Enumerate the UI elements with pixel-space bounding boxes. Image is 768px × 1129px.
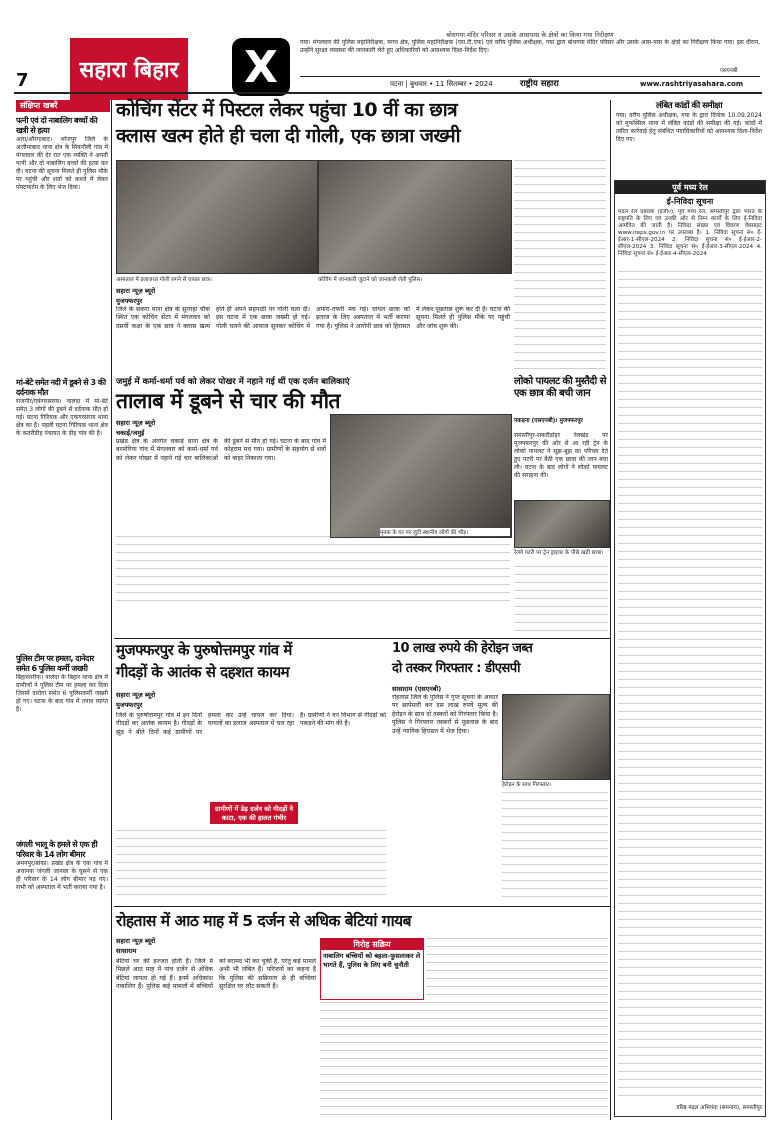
rohtas-body: बेटियां घर की इज्जत होती हैं। जिले में पिछले आठ माह में पांच दर्जन से अधिक बेटियां लापता हो गई हैं। इनमें अधिकांश नाबालिग हैं। पुलिस कई मामलों में बच्चियों को बरामद भी कर चुकी है, परंतु कई मामले अभी भी लंबित हैं। परिजनों का कहना है कि पुलिस की सक्रियता से ही बच्चियां सुरक्षित घर लौट सकती हैं। <box>116 958 316 991</box>
brief-item <box>16 654 108 834</box>
lokpayal-headline: लोको पायलट की मुस्तैदी से एक छात्र की बची जान <box>514 376 606 399</box>
lokpayal-dateline: पकड़ना (एसएनबी)। मुजफ्फरपुर <box>514 418 583 424</box>
top-news-body: गया। मंगलवार की पुलिस महानिरीक्षक, मगध क्षेत्र, पुलिस महानिरीक्षक (एस.टी.एफ) एवं वरीय पुलिस अधीक्षक, गया द्वारा बोधगया मंदिर परिसर और उसके आस-पास के क्षेत्रों का निरीक्षण किया गया। इस दौरान, उन्होंने सुरक्षा व्यवस्था की जानकारी लेते हुए अधिकारियों को आवश्यक दिशा-निर्देश दिए। <box>300 39 760 54</box>
lokpayal-body: समस्तीपुर-सकरीडोहर रेलखंड पर मुजफ्फरपुर की ओर से आ रही ट्रेन के लोको पायलट ने सूझ-बूझ का परिचय देते हुए पटरी पर बैठी एक छात्रा की जान बचा ली। घटना के बाद लोगों ने लोको पायलट की सराहना की। <box>514 432 608 479</box>
brief-item <box>16 116 108 372</box>
lead-dateline: मुजफ्फरपुर <box>116 297 143 305</box>
brief-item <box>16 840 108 1010</box>
rohtas-headline: रोहतास में आठ माह में 5 दर्जन से अधिक बेटियां गायब <box>116 912 411 930</box>
rohtas-box <box>320 938 424 1000</box>
lead-photo-left <box>116 160 318 274</box>
right-column-divider <box>610 100 611 1120</box>
heroin-photo-caption: हेरोइन के साथ गिरफ्तार। <box>502 780 608 788</box>
brief-item-body: बिहारशरीफ। नालंदा के बिहार थाना क्षेत्र में ग्रामीणों ने पुलिस टीम पर हमला कर दिया जिसमें दारोगा समेत 6 पुलिसकर्मी जख्मी हो गए। घटना के बाद गांव में तनाव व्याप्त है। <box>16 674 108 713</box>
tender-listing <box>618 271 762 1101</box>
tender-body: मंडल रेल प्रबंधक (इंजी०), पूर्व मध्य रेल, समस्तीपुर द्वारा भारत के राष्ट्रपति के लिए एवं उनकी ओर से निम्न कार्यों के लिए ई-निविदा आमंत्रित की जाती है। निविदा संख्या एवं विवरण वेबसाइट www.ireps.gov.in पर उपलब्ध है। 1. निविदा सूचना सं० ई-ईआर-1-सीएल-2024 2. निविदा सूचना सं० ई-ईआर-2-सीएल-2024 3. निविदा सूचना सं० ई-ईआर-3-सीएल-2024 4. निविदा सूचना सं० ई-ईआर-4-सीएल-2024 <box>618 209 762 257</box>
brief-item-body: अमनपुर/बांका। प्रखंड क्षेत्र के एक गांव में अचानक जंगली जानवर के घुसने से एक ही परिवार के 14 लोग बीमार पड़ गए। सभी को अस्पताल में भर्ती कराया गया है। <box>16 860 108 891</box>
report-tag: एसएनबी <box>720 68 738 74</box>
lokpayal-body-continued <box>514 566 608 634</box>
lokpayal-photo <box>514 500 610 548</box>
masthead-bottom-rule <box>14 92 762 94</box>
jamui-headline: तालाब में डूबने से चार की मौत <box>116 389 340 413</box>
lead-headline-1: कोचिंग सेंटर में पिस्टल लेकर पहुंचा 10 वीं का छात्र <box>116 99 458 121</box>
lead-body-continued <box>514 160 606 370</box>
samiksha-head: लंबित कांडों की समीक्षा <box>655 101 723 111</box>
lokpayal-photo-caption: रेलवे पटरी पर ट्रेन ड्राइवर के पीछे खड़ी छात्रा। <box>514 548 608 556</box>
brief-item-head: मां-बेटे समेत नदी में डूबने से 3 की दर्दनाक मौत <box>16 378 106 397</box>
muzaffarpur-body-continued <box>116 830 386 902</box>
rohtas-dateline: सासाराम <box>116 947 137 955</box>
paper-name: राष्ट्रीय सहारा <box>520 79 559 89</box>
heroin-body-continued <box>502 792 608 904</box>
brief-item-head: पुलिस टीम पर हमला, दानेदार समेत 6 पुलिस कर्मी जख्मी <box>16 654 94 673</box>
jamui-photo-caption: मृतक के घर पर जुटी स्थानीय लोगों की भीड़। <box>380 528 510 536</box>
muzaffarpur-headline-2: गीदड़ों के आतंक से दहशत कायम <box>116 663 290 681</box>
rohtas-byline: सहारा न्यूज़ ब्यूरो <box>116 937 156 945</box>
column-divider <box>111 100 112 1120</box>
jamui-byline: सहारा न्यूज़ ब्यूरो <box>116 419 156 427</box>
rohtas-box-head: गिरोह सक्रिय <box>321 939 423 950</box>
tender-footer: वरिष्ठ मंडल अभियंता (समन्वय), समस्तीपुर <box>676 1105 762 1111</box>
heroin-body: रोहतास जिले के पुलिस ने गुप्त सूचना के आधार पर छापेमारी कर दस लाख रुपये मूल्य की हेरोइन के साथ दो तस्करों को गिरफ्तार किया है। पुलिस ने गिरफ्तार तस्करों से पूछताछ के बाद उन्हें न्यायिक हिरासत में भेज दिया। <box>392 694 498 735</box>
rohtas-box-body: नाबालिग बच्चियों को बहला-फुसलाकर ले भागते हैं, पुलिस के लिए बनी चुनौती <box>323 952 421 969</box>
section-rule-rohtas <box>114 906 610 907</box>
heroin-photo <box>502 694 610 780</box>
heroin-headline-1: 10 लाख रुपये की हेरोइन जब्त <box>392 641 533 656</box>
brief-item-head: पत्नी एवं दो नाबालिग बच्चों की खत्री से हत्या <box>16 116 98 135</box>
top-news-headline: बोधगया मंदिर परिसर व उसके आसपास के क्षेत्रों का किया गया निरीक्षण <box>446 31 614 39</box>
muzaffarpur-pullquote: ग्रामीणों में डेढ़ दर्जन को गीदड़ों ने काटा, एक की हालत गंभीर <box>210 802 298 824</box>
masthead-rule <box>300 76 760 77</box>
x-logo: X <box>232 38 290 96</box>
rohtas-body-continued <box>320 1002 608 1118</box>
lead-photo-caption-left: अस्पताल में इलाजरत गोली लगने से घायल छात्र। <box>116 275 316 283</box>
dateline: पटना | बुधवार • 11 सितम्बर • 2024 <box>390 80 493 88</box>
brief-item-body: राजगीर/एकंगरसराय। नालंदा में मां-बेटे समेत 3 लोगों की डूबने से दर्दनाक मौत हो गई। घटना गिरियक और एकंगरसराय थाना क्षेत्र का है। पहली घटना गिरियक थाना क्षेत्र के कतरीडीह पंचायत के डीह गांव की है। <box>16 398 108 437</box>
muzaffarpur-headline-1: मुजफ्फरपुर के पुरुषोत्तमपुर गांव में <box>116 641 292 659</box>
lead-body: जिले के सकरा थाना क्षेत्र के सुरगहा चौक स्थित एक कोचिंग सेंटर में मंगलवार को दसवीं कक्षा के एक छात्र ने क्लास खत्म होते ही अपने सहपाठी पर गोली चला दी। इस घटना में एक छात्रा जख्मी हो गई। गोली चलने की आवाज सुनकर कोचिंग में अफरा-तफरी मच गई। घायल छात्रा को इलाज के लिए अस्पताल में भर्ती कराया गया है। पुलिस ने आरोपी छात्र को हिरासत में लेकर पूछताछ शुरू कर दी है। घटना की सूचना मिलते ही पुलिस मौके पर पहुंची और जांच शुरू की। <box>116 306 510 330</box>
jamui-kicker: जमुई में कर्मा-धर्मा पर्व को लेकर पोखर में नहाने गई थीं एक दर्जन बालिकाएं <box>116 377 350 387</box>
jamui-body: प्रखंड क्षेत्र के अंतर्गत चकाई थाना क्षेत्र के बरमोरिया गांव में मंगलवार को कर्मा-धर्मा पर्व को लेकर पोखर में नहाने गई चार बालिकाओं की डूबने से मौत हो गई। घटना के बाद गांव में कोहराम मच गया। ग्रामीणों के सहयोग से शवों को बाहर निकाला गया। <box>116 438 326 462</box>
lead-headline-2: क्लास खत्म होते ही चला दी गोली, एक छात्रा जख्मी <box>116 125 461 147</box>
lead-photo-caption-right: कोचिंग में जानकारी जुटाने को जानकारी लेती पुलिस। <box>318 275 510 283</box>
brief-item <box>16 378 108 648</box>
muzaffarpur-body: जिले के पुरुषोत्तमपुर गांव में इन दिनों गीदड़ों का आतंक कायम है। गीदड़ों के झुंड ने बीते दिनों कई ग्रामीणों पर हमला कर उन्हें घायल कर दिया। घायलों का इलाज अस्पताल में चल रहा है। ग्रामीणों ने वन विभाग से गीदड़ों को पकड़ने की मांग की है। <box>116 712 386 736</box>
muzaffarpur-byline: सहारा न्यूज़ ब्यूरो <box>116 691 156 699</box>
section-title-logo: सहारा बिहार <box>70 38 188 100</box>
heroin-headline-2: दो तस्कर गिरफ्तार : डीएसपी <box>392 661 520 676</box>
brief-header: संक्षिप्त खबरें <box>16 100 110 112</box>
page-number: 7 <box>16 70 29 91</box>
samiksha-body: गया। वरीय पुलिस अधीक्षक, गया के द्वारा दिनांक 10.09.2024 को मुफस्सिल थाना में लंबित कांडों की समीक्षा की गई। कांडों में त्वरित कार्रवाई हेतु संबंधित पदाधिकारियों को आवश्यक दिशा-निर्देश दिए गए। <box>616 112 762 143</box>
rohtas-body-right <box>426 938 608 998</box>
jamui-photo <box>330 414 512 538</box>
lead-byline: सहारा न्यूज़ ब्यूरो <box>116 287 156 295</box>
tender-title: ई-निविदा सूचना <box>666 197 714 206</box>
brief-column <box>16 116 108 1120</box>
jamui-body-continued <box>116 536 510 606</box>
jamui-dateline: चकाई/जमुई <box>116 429 145 437</box>
tender-box <box>614 180 766 1117</box>
lead-photo-right <box>318 160 512 274</box>
muzaffarpur-dateline: मुजफ्फरपुर <box>116 701 143 709</box>
heroin-dateline: सासाराम (एसएनबी) <box>392 685 442 693</box>
brief-item-body: आरा/औरंगाबाद। भोजपुर जिले के अजीमाबाद थाना क्षेत्र के सिकरौली गांव में मंगलवार की देर रात एक व्यक्ति ने अपनी पत्नी और दो नाबालिग बच्चों की हत्या कर दी। घटना की सूचना मिलते ही पुलिस मौके पर पहुंची और शवों को कब्जे में लेकर पोस्टमार्टम के लिए भेज दिया। <box>16 136 108 191</box>
website: www.rashtriyasahara.com <box>640 80 744 88</box>
brief-item-head: जंगली भालू के हमले से एक ही परिवार के 14 लोग बीमार <box>16 840 98 859</box>
tender-department: पूर्व मध्य रेल <box>615 181 765 194</box>
section-rule <box>114 638 610 639</box>
